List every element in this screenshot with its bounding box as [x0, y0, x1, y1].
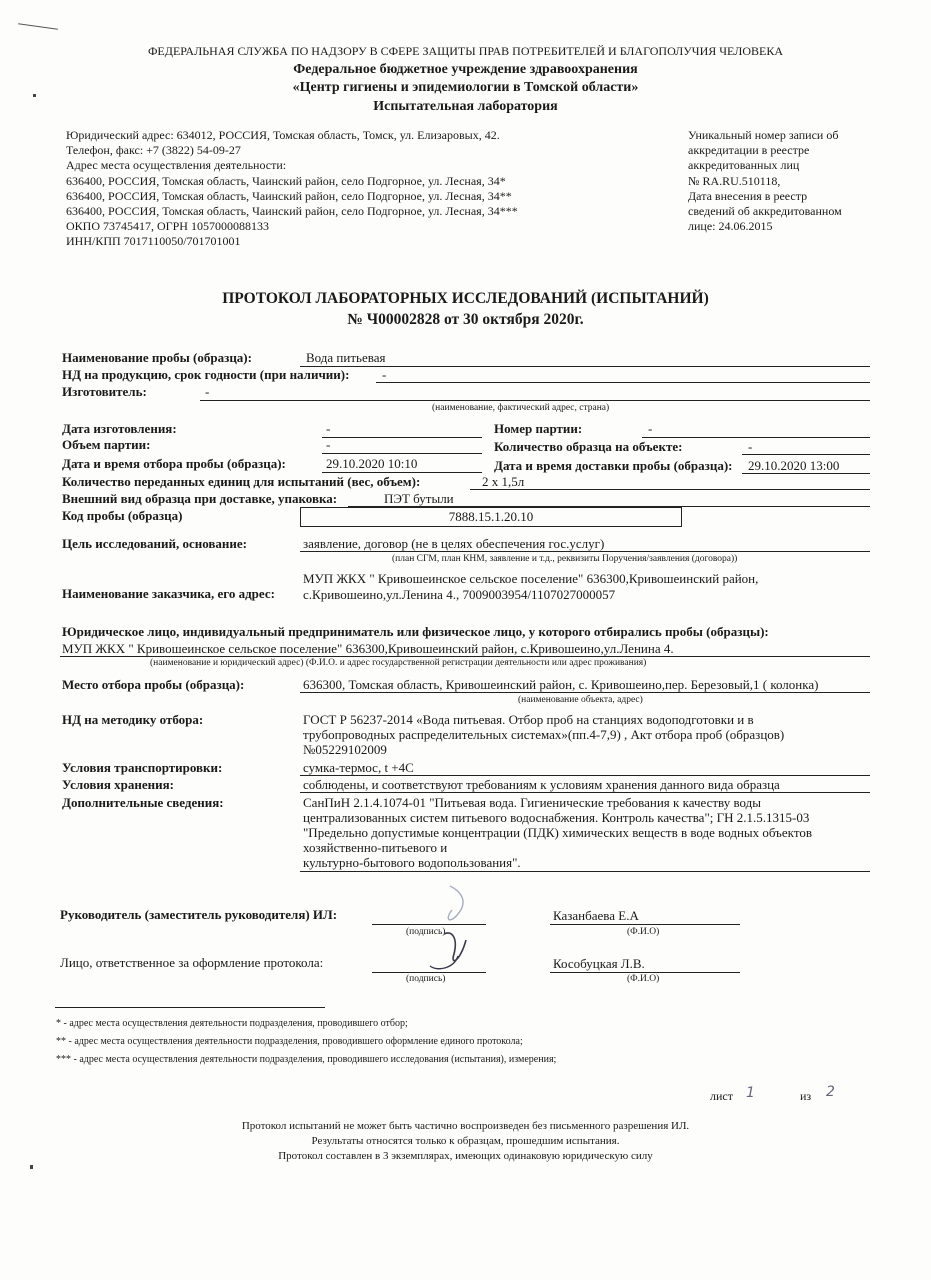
purpose-hint: (план СГМ, план КНМ, заявление и т.д., реквизиты Поручения/заявления (договора)) [392, 554, 738, 564]
qty-on-site-value: - [748, 439, 753, 454]
responsible-label: Лицо, ответственное за оформление протокола: [60, 955, 324, 970]
manufacturer-hint: (наименование, фактический адрес, страна) [432, 403, 610, 413]
underline [300, 692, 870, 693]
underline [322, 453, 482, 454]
underline [322, 437, 482, 438]
extra-value-line2: централизованных систем питьевого водоснабжения. Контроль качества"; ГН 2.1.5.1315-03 [303, 810, 810, 825]
activity-address-2: 636400, РОССИЯ, Томская область, Чаинский район, село Подгорное, ул. Лесная, 34** [66, 188, 512, 203]
nd-product-value: - [382, 367, 387, 382]
method-label: НД на методику отбора: [62, 712, 204, 727]
underline [300, 775, 870, 776]
underline [742, 473, 870, 474]
entity-value: МУП ЖКХ " Кривошеинское сельское поселение" 636300,Кривошеинский район, с.Кривошеино,ул.Ленина 4. [62, 641, 674, 656]
accreditation-date: лице: 24.06.2015 [688, 219, 773, 234]
fio-hint: (Ф.И.О) [627, 974, 660, 984]
underline [60, 656, 870, 657]
activity-address-1: 636400, РОССИЯ, Томская область, Чаинский район, село Подгорное, ул. Лесная, 34* [66, 173, 506, 188]
footnote-2: ** - адрес места осуществления деятельности подразделения, проводившего оформление единого протокола; [56, 1036, 523, 1047]
customer-value-line2: с.Кривошеино,ул.Ленина 4., 7009003954/1107027000057 [303, 587, 616, 602]
extra-value-line4: хозяйственно-питьевого и [303, 840, 448, 855]
accreditation-line: аккредитованных лиц [688, 158, 800, 173]
delivery-datetime-label: Дата и время доставки пробы (образца): [494, 458, 733, 473]
footnote-3: *** - адрес места осуществления деятельности подразделения, проводившего исследования (испытания), измерения; [56, 1054, 557, 1065]
underline [742, 454, 870, 455]
accreditation-block [688, 128, 842, 234]
code-value: 7888.15.1.20.10 [448, 509, 534, 524]
lot-volume-label: Объем партии: [62, 437, 151, 452]
address-block [66, 128, 518, 250]
activity-address-3: 636400, РОССИЯ, Томская область, Чаинский район, село Подгорное, ул. Лесная, 34*** [66, 204, 518, 219]
delivery-datetime-value: 29.10.2020 13:00 [748, 458, 840, 473]
sample-name-value: Вода питьевая [306, 350, 386, 365]
protocol-title: ПРОТОКОЛ ЛАБОРАТОРНЫХ ИССЛЕДОВАНИЙ (ИСПЫТАНИЙ) [222, 290, 709, 307]
customer-label: Наименование заказчика, его адрес: [62, 586, 275, 601]
signature-line [372, 972, 486, 973]
accreditation-line: Уникальный номер записи об [688, 128, 839, 142]
appearance-value: ПЭТ бутыли [384, 491, 454, 506]
appearance-label: Внешний вид образца при доставке, упаковка: [62, 491, 338, 506]
lot-number-label: Номер партии: [494, 421, 583, 436]
sampling-datetime-label: Дата и время отбора пробы (образца): [62, 456, 286, 471]
okpo-ogrn: ОКПО 73745417, ОГРН 1057000088133 [66, 219, 269, 234]
code-label: Код пробы (образца) [62, 508, 183, 523]
nd-product-label: НД на продукцию, срок годности (при наличии): [62, 367, 350, 382]
method-value-line1: ГОСТ Р 56237-2014 «Вода питьевая. Отбор проб на станциях водоподготовки и в [303, 712, 754, 727]
underline [300, 551, 870, 552]
of-value: 2 [826, 1084, 835, 1100]
place-value: 636300, Томская область, Кривошеинский район, с. Кривошеино,пер. Березовый,1 ( колонка) [303, 677, 819, 692]
fio-line [550, 924, 740, 925]
fio-line [550, 972, 740, 973]
underline [376, 382, 870, 383]
fio-hint: (Ф.И.О) [627, 927, 660, 937]
underline [300, 871, 870, 872]
mfg-date-label: Дата изготовления: [62, 421, 177, 436]
purpose-label: Цель исследований, основание: [62, 536, 248, 551]
storage-value: соблюдены, и соответствуют требованиям к условиям хранения данного вида образца [303, 777, 780, 792]
footnote-1: * - адрес места осуществления деятельности подразделения, проводившего отбор; [56, 1018, 408, 1029]
customer-value-line1: МУП ЖКХ " Кривошеинское сельское поселение" 636300,Кривошеинский район, [303, 571, 759, 586]
sheet-label: лист [710, 1089, 733, 1103]
accreditation-line: Дата внесения в реестр [688, 188, 808, 203]
head-label: Руководитель (заместитель руководителя) ИЛ: [60, 907, 338, 922]
phone: Телефон, факс: +7 (3822) 54-09-27 [66, 143, 241, 158]
accreditation-line: сведений об аккредитованном [688, 204, 842, 219]
method-value-line3: №05229102009 [303, 742, 387, 757]
manufacturer-value: - [205, 384, 210, 399]
purpose-value: заявление, договор (не в целях обеспечения гос.услуг) [303, 536, 605, 551]
underline [642, 437, 870, 438]
entity-label: Юридическое лицо, индивидуальный предприниматель или физическое лицо, у которого отбирались пробы (образцы): [62, 624, 769, 639]
underline [470, 489, 870, 490]
extra-value-line3: "Предельно допустимые концентрации (ПДК) химических веществ в воде водных объектов [303, 825, 812, 840]
method-value-line2: трубопроводных распределительных системах»(пп.4-7,9) , Акт отбора проб (образцов) [303, 727, 785, 742]
signature-hint: (подпись) [406, 974, 446, 984]
footer-line3: Протокол составлен в 3 экземплярах, имеющих одинаковую юридическую силу [278, 1150, 653, 1162]
mfg-date-value: - [326, 421, 331, 436]
lot-number-value: - [648, 421, 653, 436]
units-value: 2 х 1,5л [482, 474, 525, 489]
transport-value: сумка-термос, t +4С [303, 760, 414, 775]
scan-mark [18, 23, 58, 30]
footer-line1: Протокол испытаний не может быть частично воспроизведен без письменного разрешения ИЛ. [241, 1120, 690, 1132]
institution-name-line2: «Центр гигиены и эпидемиологии в Томской области» [292, 80, 639, 95]
place-label: Место отбора пробы (образца): [62, 677, 245, 692]
transport-label: Условия транспортировки: [62, 760, 223, 775]
qty-on-site-label: Количество образца на объекте: [494, 439, 683, 454]
inn-kpp: ИНН/КПП 7017110050/701701001 [66, 234, 241, 249]
extra-value-line1: СанПиН 2.1.4.1074-01 "Питьевая вода. Гигиенические требования к качеству воды [303, 795, 762, 810]
of-label: из [800, 1089, 812, 1103]
signature-hint: (подпись) [406, 927, 446, 937]
agency-name: ФЕДЕРАЛЬНАЯ СЛУЖБА ПО НАДЗОРУ В СФЕРЕ ЗАЩИТЫ ПРАВ ПОТРЕБИТЕЛЕЙ И БЛАГОПОЛУЧИЯ ЧЕЛОВЕКА [147, 44, 784, 58]
sampling-datetime-value: 29.10.2020 10:10 [326, 456, 418, 471]
underline [200, 400, 870, 401]
protocol-number: № Ч00002828 от 30 октября 2020г. [347, 311, 584, 328]
legal-address: Юридический адрес: 634012, РОССИЯ, Томская область, Томск, ул. Елизаровых, 42. [66, 128, 500, 142]
underline [322, 472, 482, 473]
footer-line2: Результаты относятся только к образцам, прошедшим испытания. [311, 1135, 620, 1147]
units-label: Количество переданных единиц для испытаний (вес, объем): [62, 474, 421, 489]
underline [300, 792, 870, 793]
accreditation-number: № RA.RU.510118, [688, 173, 781, 188]
institution-name-line1: Федеральное бюджетное учреждение здравоохранения [293, 62, 638, 77]
responsible-name: Кособуцкая Л.В. [553, 956, 645, 971]
sheet-value: 1 [746, 1085, 755, 1101]
entity-hint: (наименование и юридический адрес) (Ф.И.О. и адрес государственной регистрации деятельности или адрес проживания) [150, 658, 647, 668]
extra-value-line5: культурно-бытового водопользования". [303, 855, 521, 870]
place-hint: (наименование объекта, адрес) [518, 695, 643, 705]
storage-label: Условия хранения: [62, 777, 175, 792]
manufacturer-label: Изготовитель: [62, 384, 147, 399]
lab-name: Испытательная лаборатория [373, 99, 558, 114]
footnote-separator [55, 1007, 325, 1008]
extra-label: Дополнительные сведения: [62, 795, 224, 810]
accreditation-line: аккредитации в реестре [688, 143, 810, 158]
head-name: Казанбаева Е.А [553, 908, 639, 923]
lot-volume-value: - [326, 437, 331, 452]
scan-dot [30, 1165, 33, 1169]
sample-name-label: Наименование пробы (образца): [62, 350, 252, 365]
activity-address-label: Адрес места осуществления деятельности: [66, 158, 287, 173]
